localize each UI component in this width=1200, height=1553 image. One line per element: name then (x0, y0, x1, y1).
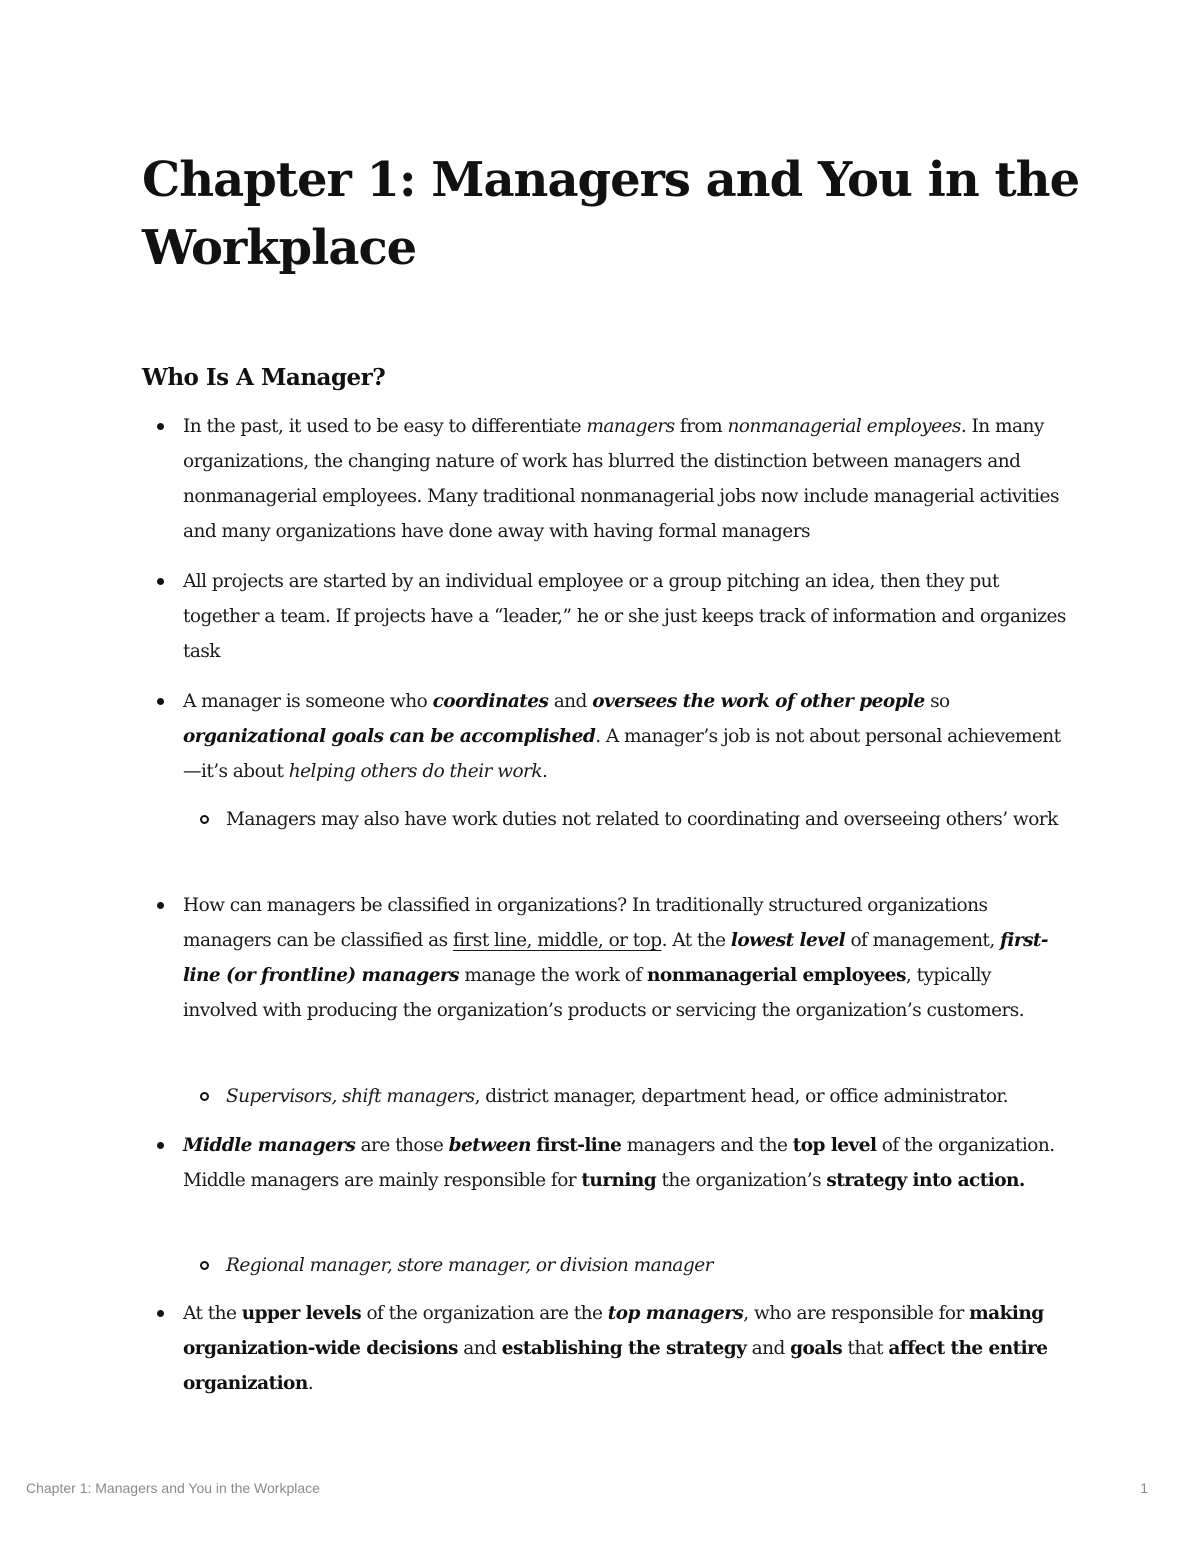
item-text: and (548, 691, 593, 712)
footer-title: Chapter 1: Managers and You in the Workplace (26, 1480, 320, 1496)
item-text-bold: strategy into action. (826, 1170, 1025, 1191)
page-title: Chapter 1: Managers and You in the Workplace (142, 152, 1080, 276)
item-text-bold: turning (581, 1170, 657, 1191)
item-text-bold: first-line (536, 1135, 622, 1156)
item-text-bold-italic: oversees the work of other people (592, 691, 925, 712)
item-text: . In many organizations, the changing nature of work has blurred the distinction between managers and nonmanagerial employees. Many traditional nonmanagerial jobs now include managerial activities and many organizations have done away with having formal managers (183, 416, 1059, 542)
bullet-disc-icon (157, 902, 164, 909)
item-text-bold-italic: Middle managers (183, 1135, 356, 1156)
list-item (183, 1128, 1068, 1198)
item-text: so (924, 691, 950, 712)
list-item (183, 409, 1068, 549)
item-text-bold: affect the entire organization (183, 1338, 1048, 1394)
item-text: Managers may also have work duties not related to coordinating and overseeing others’ work (226, 809, 1058, 830)
item-text: of the organization. Middle managers are mainly responsible for (183, 1135, 1055, 1191)
item-text: managers and the (621, 1135, 793, 1156)
item-text-bold: establishing the strategy (501, 1338, 747, 1359)
item-text-bold-italic: organizational goals can be accomplished (183, 726, 596, 747)
list-item-sub (226, 1248, 1076, 1283)
item-text-italic: helping others do their work (288, 761, 543, 782)
list-item (183, 684, 1068, 789)
bullet-circle-icon (200, 1261, 209, 1270)
section-heading: Who Is A Manager? (142, 364, 386, 391)
item-text-bold-italic: between (448, 1135, 531, 1156)
item-text-bold-italic: lowest level (730, 930, 846, 951)
bullet-disc-icon (157, 1142, 164, 1149)
item-text-italic: nonmanagerial employees (727, 416, 961, 437)
item-text: from (674, 416, 728, 437)
list-item-sub (226, 802, 1076, 837)
item-text: and (457, 1338, 502, 1359)
item-text: . (307, 1373, 314, 1394)
item-text-bold: upper levels (241, 1303, 362, 1324)
item-text: . (542, 761, 548, 782)
list-item (183, 564, 1068, 669)
item-text: , who are responsible for (743, 1303, 970, 1324)
item-text-italic: managers (586, 416, 675, 437)
item-text: and (746, 1338, 791, 1359)
bullet-disc-icon (157, 1310, 164, 1317)
item-text-bold-italic: coordinates (432, 691, 549, 712)
item-text: . At the (661, 930, 731, 951)
bullet-disc-icon (157, 423, 164, 430)
item-text-italic: Supervisors, shift managers (226, 1086, 475, 1107)
list-item (183, 888, 1068, 1028)
list-item-sub (226, 1079, 1076, 1114)
item-text: A manager is someone who (183, 691, 433, 712)
item-text: of the organization are the (361, 1303, 608, 1324)
item-text: are those (355, 1135, 449, 1156)
item-text: At the (183, 1303, 242, 1324)
item-text-bold: goals (790, 1338, 843, 1359)
bullet-circle-icon (200, 815, 209, 824)
item-text: that (842, 1338, 889, 1359)
item-text-bold-italic: first-line (or frontline) managers (183, 930, 1049, 986)
item-text-bold: nonmanagerial employees (647, 965, 906, 986)
bullet-disc-icon (157, 698, 164, 705)
item-text: , district manager, department head, or office administrator. (474, 1086, 1009, 1107)
item-text-italic: Regional manager, store manager, or division manager (226, 1255, 713, 1276)
page-number: 1 (1140, 1480, 1148, 1496)
item-text: In the past, it used to be easy to differentiate (183, 416, 587, 437)
list-item (183, 1296, 1068, 1401)
item-text: , typically involved with producing the organization’s products or servicing the organization’s customers. (183, 965, 1025, 1021)
item-text: the organization’s (656, 1170, 827, 1191)
item-text-bold: top level (792, 1135, 877, 1156)
item-text: manage the work of (458, 965, 648, 986)
item-text: How can managers be classified in organizations? In traditionally structured organizations managers can be classified as (183, 895, 988, 951)
bullet-disc-icon (157, 578, 164, 585)
bullet-circle-icon (200, 1092, 209, 1101)
item-text-underlined: first line, middle, or top (452, 930, 662, 951)
item-text: of management, (845, 930, 1000, 951)
item-text: All projects are started by an individual employee or a group pitching an idea, then they put together a team. If projects have a “leader,” he or she just keeps track of information and organizes task (183, 571, 1066, 662)
item-text-bold-italic: top managers (607, 1303, 744, 1324)
item-text-bold: making organization-wide decisions (183, 1303, 1044, 1359)
item-text: . A manager’s job is not about personal achievement—it’s about (183, 726, 1061, 782)
